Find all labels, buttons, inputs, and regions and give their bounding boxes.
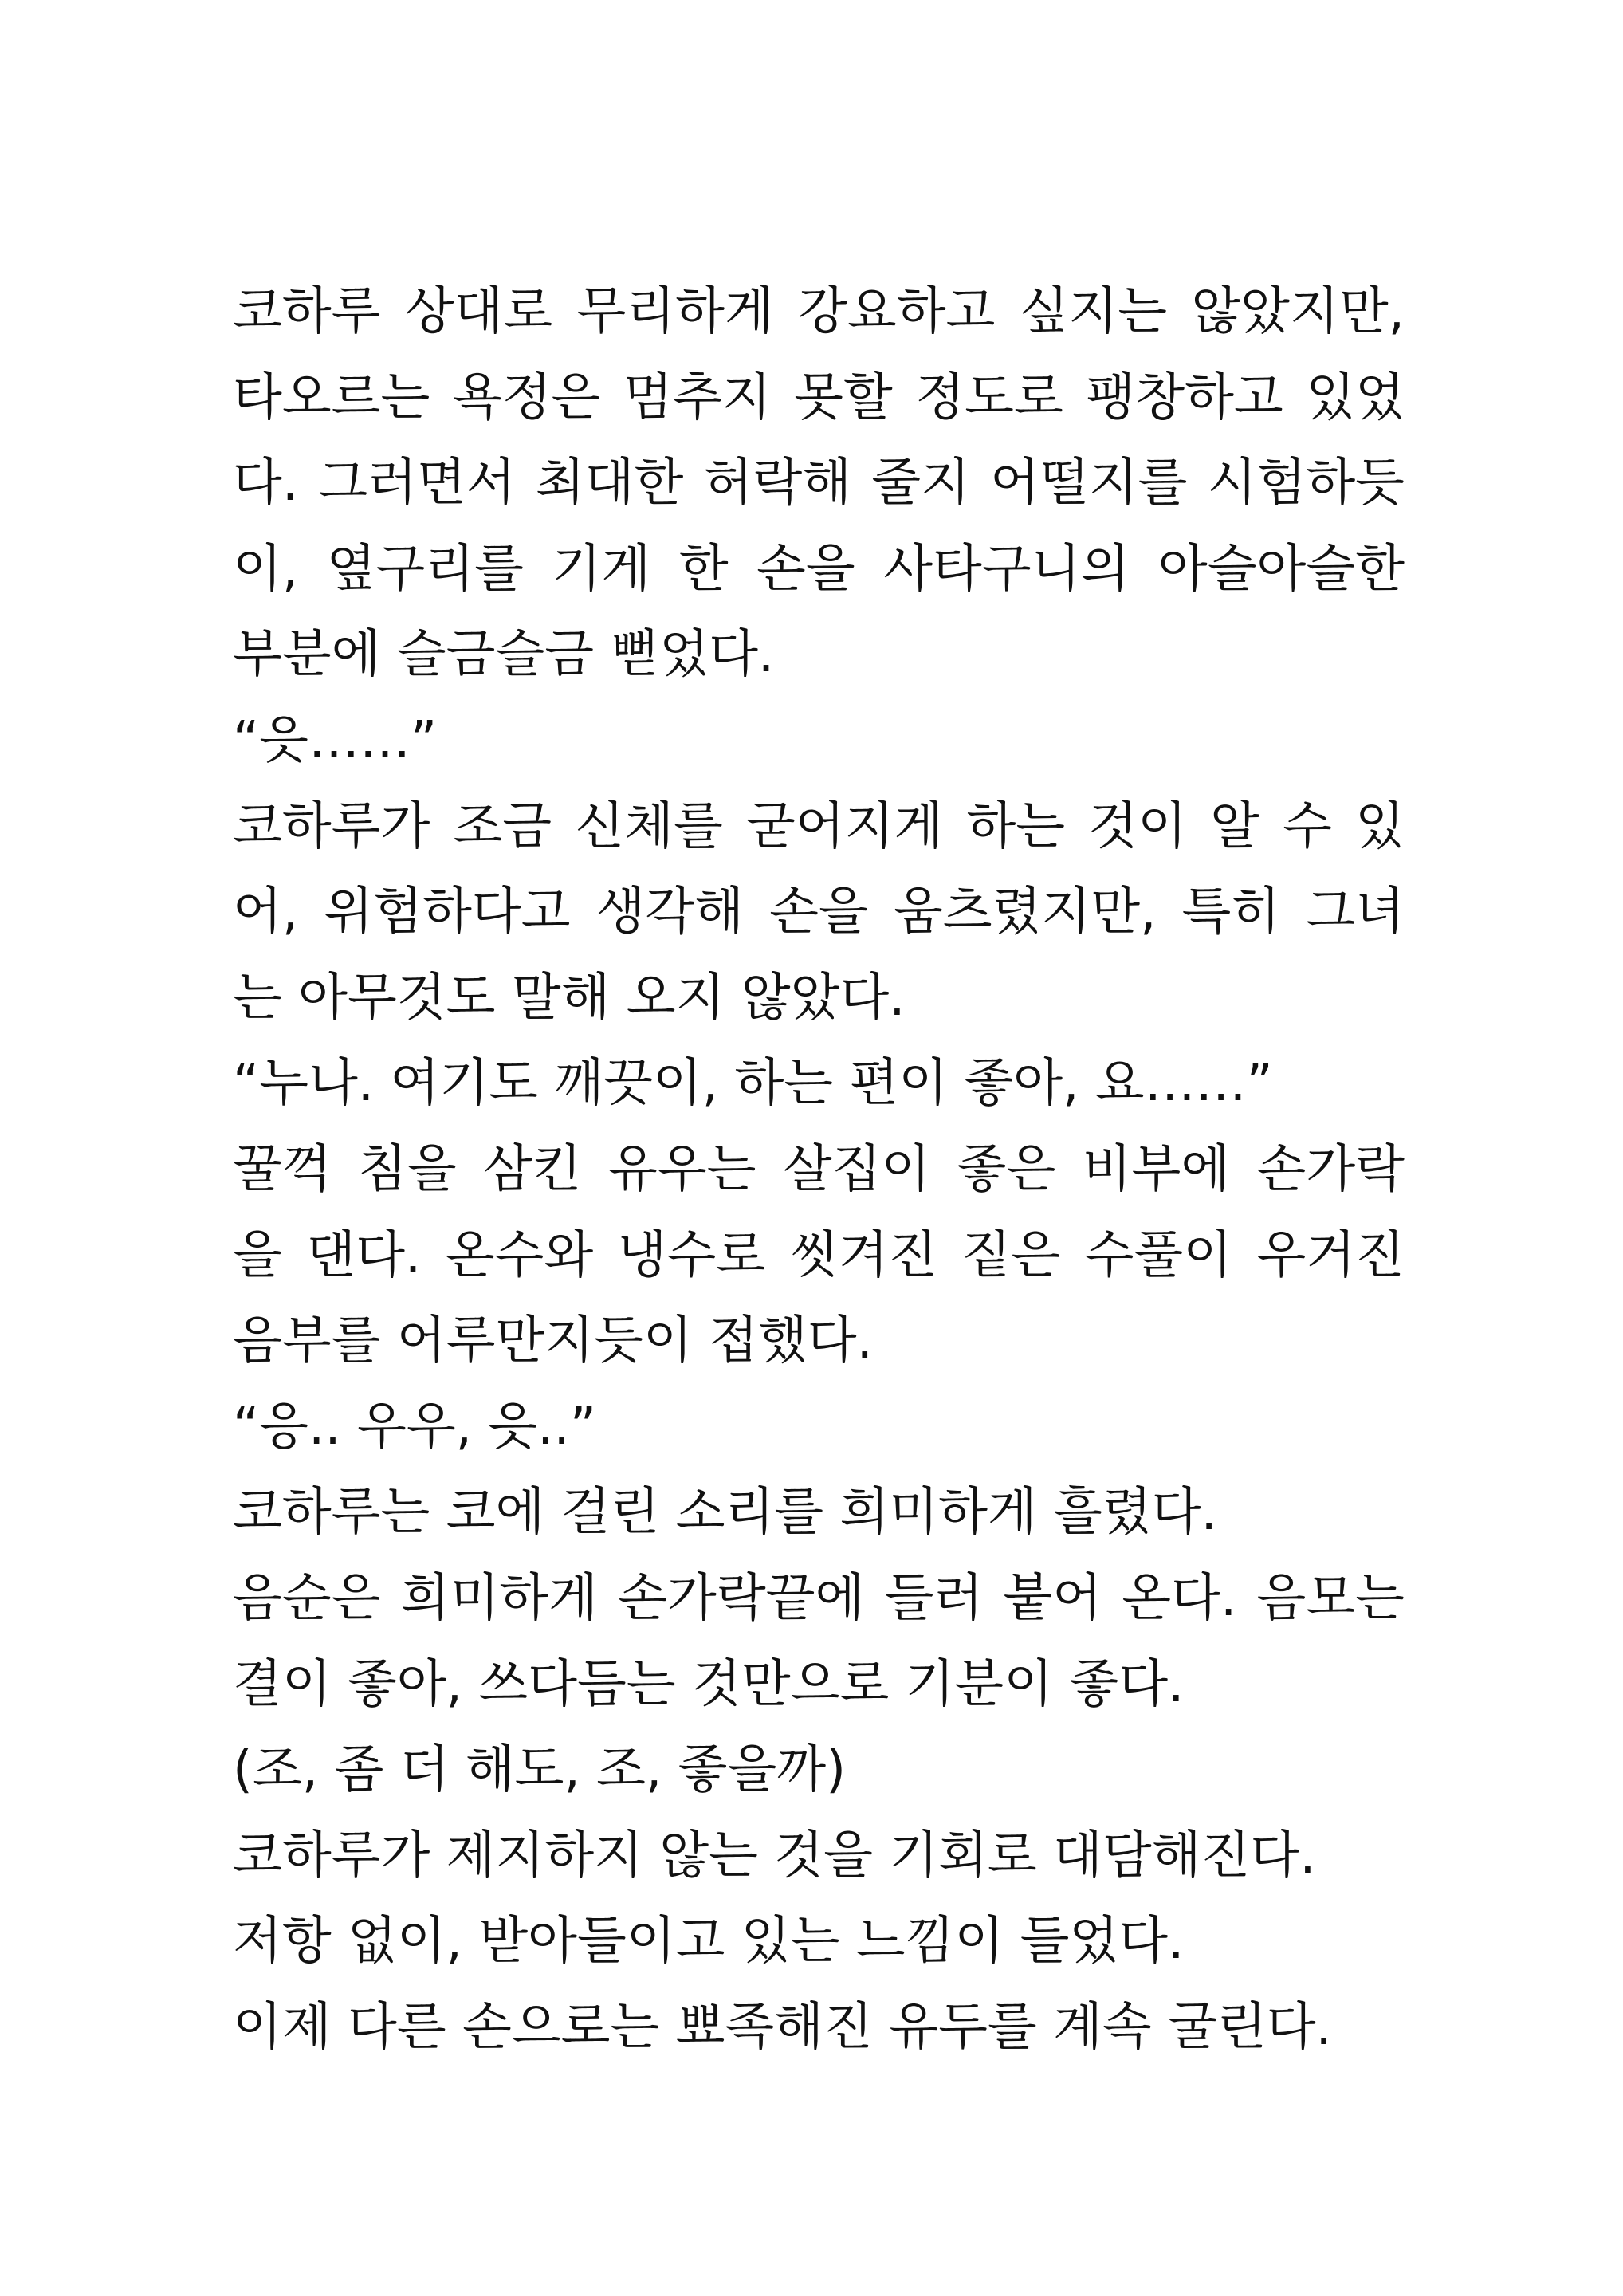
text-line: 타오르는 욕정은 멈추지 못할 정도로 팽창하고 있었 (233, 368, 1405, 427)
text-line: 음순은 희미하게 손가락끝에 들러 붙어 온다. 음모는 (233, 1568, 1405, 1628)
inner-thought-line: (조, 좀 더 해도, 조, 좋을까) (233, 1740, 847, 1800)
dialogue-line: “응.. 우우, 읏..” (233, 1397, 597, 1457)
text-line: 코하루 상대로 무리하게 강요하고 싶지는 않았지만, (233, 282, 1405, 341)
text-line: 결이 좋아, 쓰다듬는 것만으로 기분이 좋다. (233, 1654, 1185, 1714)
text-line: 는 아무것도 말해 오지 않았다. (233, 968, 906, 1028)
text-line: 이, 옆구리를 기게 한 손을 사타구니의 아슬아슬한 (233, 539, 1405, 599)
dialogue-line: “읏……” (233, 710, 438, 770)
text-line: 음부를 어루만지듯이 접했다. (233, 1311, 873, 1371)
text-line: 코하루가 조금 신체를 굳어지게 하는 것이 알 수 있 (233, 796, 1405, 856)
text-line: 다. 그러면서 최대한 허락해 줄지 어떨지를 시험하듯 (233, 454, 1405, 513)
document-body (233, 269, 1405, 2070)
text-line: 부분에 슬금슬금 뻗었다. (233, 625, 775, 685)
text-line: 코하루가 제지하지 않는 것을 기회로 대담해진다. (233, 1826, 1316, 1885)
dialogue-line: “누나. 여기도 깨끗이, 하는 편이 좋아, 요……” (233, 1054, 1273, 1114)
text-line: 저항 없이, 받아들이고 있는 느낌이 들었다. (233, 1912, 1185, 1972)
text-line: 을 댄다. 온수와 냉수로 씻겨진 짙은 수풀이 우거진 (233, 1225, 1405, 1285)
text-line: 꿀꺽 침을 삼킨 유우는 살집이 좋은 비부에 손가락 (233, 1139, 1405, 1199)
text-line: 이제 다른 손으로는 뾰족해진 유두를 계속 굴린다. (233, 1997, 1332, 2057)
text-line: 어, 위험하다고 생각해 손을 움츠렸지만, 특히 그녀 (233, 883, 1405, 942)
text-line: 코하루는 코에 걸린 소리를 희미하게 흘렸다. (233, 1483, 1217, 1543)
